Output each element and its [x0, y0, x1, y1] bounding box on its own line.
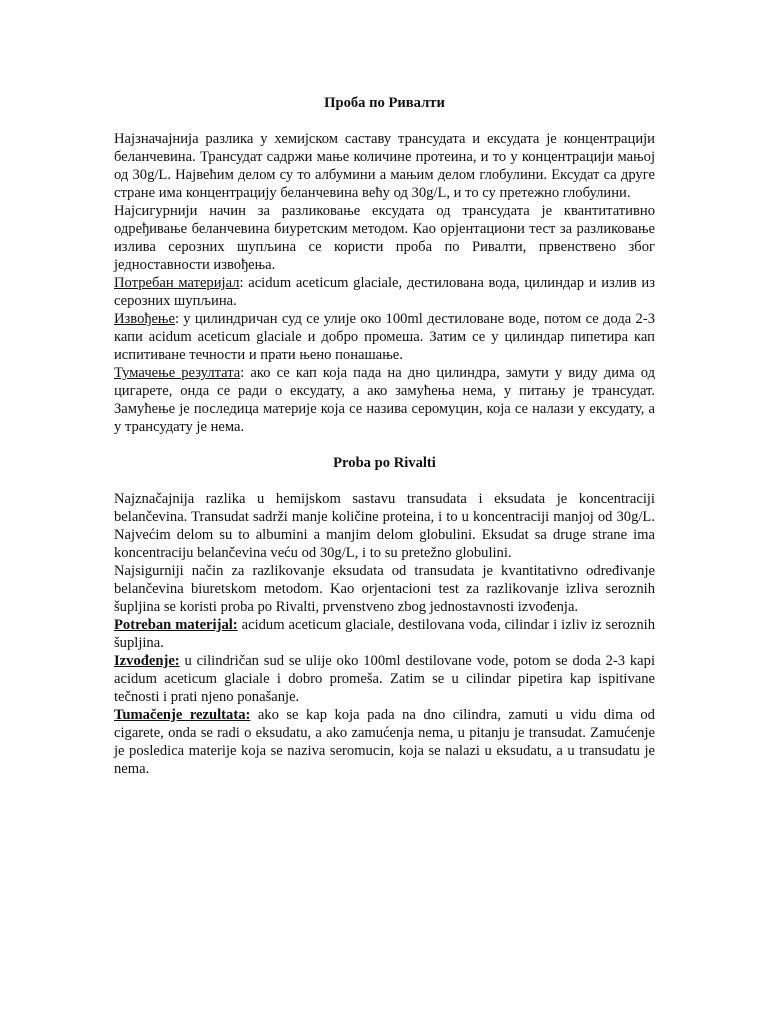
latin-materials-label: Potreban materijal: [114, 617, 238, 633]
latin-procedure-label: Izvođenje: [114, 653, 180, 669]
cyrillic-title: Проба по Ривалти [324, 95, 445, 111]
latin-title: Proba po Rivalti [333, 455, 436, 471]
cyrillic-interpretation-label: Тумачење резултата [114, 365, 241, 381]
cyrillic-materials-text: : acidum aceticum glaciale, дестилована вода, цилиндар и излив из серозних шупљина. [114, 275, 655, 309]
spacer [114, 112, 655, 130]
latin-materials [114, 616, 655, 652]
cyrillic-interpretation-text: : ако се кап која пада на дно цилиндра, замути у виду дима од цигарете, онда се ради о ексудату, а ако замућења нема, у питању је трансудат. Замућење је последица материје која се назива серомуцин, која се налази у ексудату, а у трансудату је нема. [114, 365, 656, 435]
cyrillic-paragraph-method: Најсигурнији начин за разликовање ексудата од трансудата је квантитативно одређивање беланчевина биуретским методом. Као орјентациони тест за разликовање излива серозних шупљина се користи проба по Ривалти, првенствено због једноставности извођења. [114, 203, 655, 273]
latin-materials-text: acidum aceticum glaciale, destilovana voda, cilindar i izliv iz seroznih šupljina. [114, 617, 655, 651]
cyrillic-procedure-text: : у цилиндричан суд се улије око 100ml дестиловане воде, потом се дода 2-3 капи acidum aceticum glaciale и добро промеша. Затим се у цилиндар пипетира кап испитиване течности и прати њено понашање. [114, 311, 655, 363]
latin-interpretation-label: Tumačenje rezultata: [114, 707, 251, 723]
spacer [114, 436, 655, 454]
spacer [114, 472, 655, 490]
cyrillic-paragraph-intro: Најзначајнија разлика у хемијском саставу трансудата и ексудата је концентрацији беланчевина. Трансудат садржи мање количине протеина, и то у концентрацији мањој од 30g/L. Највећим делом су то албумини а мањим делом глобулини. Ексудат са друге стране има концентрацију беланчевина већу од 30g/L, и то су претежно глобулини. [114, 131, 655, 201]
cyrillic-materials-label: Потребан материјал [114, 275, 240, 291]
latin-interpretation-text: ako se kap koja pada na dno cilindra, zamuti u vidu dima od cigarete, onda se radi o eksudatu, a ako zamućenja nema, u pitanju je transudat. Zamućenje je posledica materije koja se naziva seromucin, koja se nalazi u eksudatu, a u transudatu je nema. [114, 707, 655, 777]
cyrillic-procedure [114, 310, 655, 364]
latin-paragraph-method: Najsigurniji način za razlikovanje eksudata od transudata je kvantitativno određivanje belančevina biuretskom metodom. Kao orjentacioni test za razlikovanje izliva seroznih šupljina se koristi proba po Rivalti, prvenstveno zbog jednostavnosti izvođenja. [114, 563, 655, 615]
latin-procedure [114, 652, 655, 706]
document-page [114, 94, 655, 778]
cyrillic-interpretation [114, 364, 655, 436]
latin-paragraph-intro: Najznačajnija razlika u hemijskom sastavu transudata i eksudata je koncentraciji belančevina. Transudat sadrži manje količine proteina, i to u koncentraciji manjoj od 30g/L. Najvećim delom su to albumini a manjim delom globulini. Eksudat sa druge strane ima koncentraciju belančevina veću od 30g/L, i to su pretežno globulini. [114, 491, 655, 561]
cyrillic-materials [114, 274, 655, 310]
latin-interpretation [114, 706, 655, 778]
latin-procedure-text: u cilindričan sud se ulije oko 100ml destilovane vode, potom se doda 2-3 kapi acidum aceticum glaciale i dobro promeša. Zatim se u cilindar pipetira kap ispitivane tečnosti i prati njeno ponašanje. [114, 653, 655, 705]
cyrillic-procedure-label: Извођење [114, 311, 175, 327]
